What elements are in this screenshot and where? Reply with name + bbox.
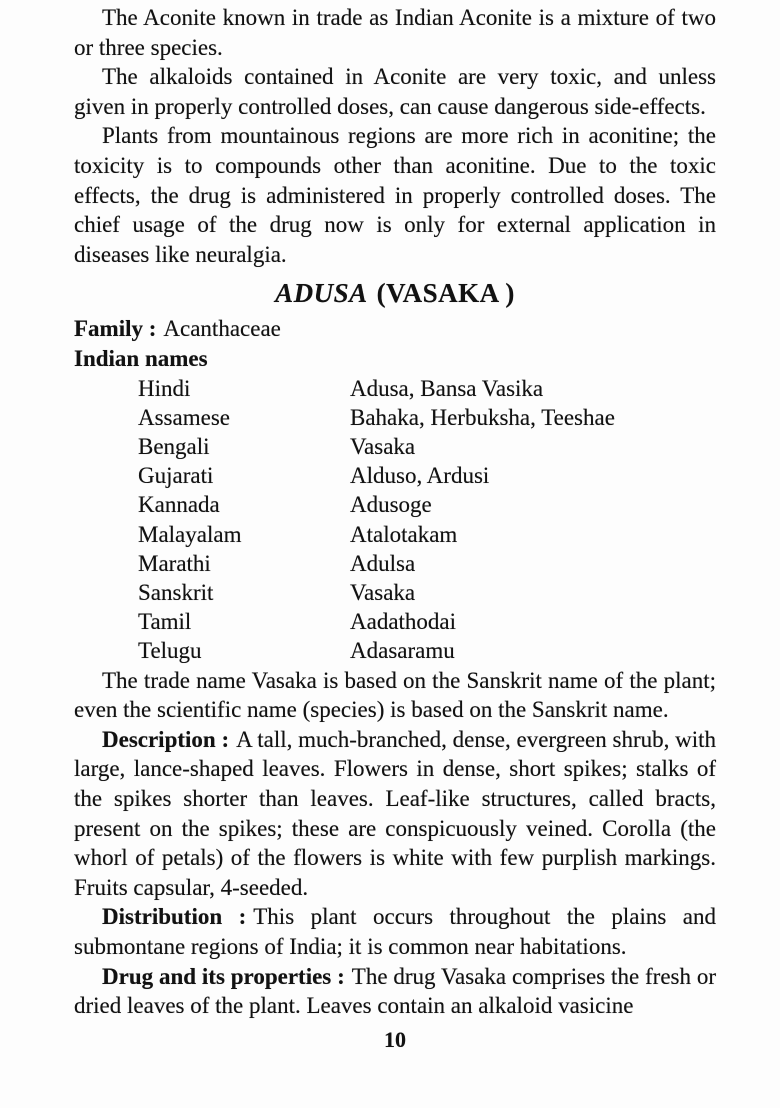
paragraph-aconite-usage: Plants from mountainous regions are more rich in aconitine; the toxicity is to compounds other than aconitine. Due to the toxic effects, the drug is administered in properly controlled doses. The chief usage of the drug now is only for external application in diseases like neuralgia. — [74, 123, 716, 267]
paragraph-distribution — [74, 902, 716, 961]
language-label: Gujarati — [138, 463, 214, 489]
name-row-marathi — [138, 549, 716, 578]
name-row-kannada — [138, 490, 716, 519]
indian-names-label: Indian names — [74, 345, 208, 371]
distribution-label: Distribution : — [102, 904, 247, 930]
vernacular-names: Alduso, Ardusi — [350, 463, 490, 489]
indian-names-list — [138, 374, 716, 666]
indian-names-heading — [74, 344, 716, 374]
heading-species-name: ADUSA — [275, 278, 368, 309]
family-label: Family : — [74, 316, 157, 342]
section-heading-adusa — [74, 276, 716, 310]
name-row-tamil — [138, 607, 716, 636]
language-label: Telugu — [138, 638, 202, 664]
vernacular-names: Vasaka — [350, 433, 416, 459]
paragraph-aconite-toxicity: The alkaloids contained in Aconite are very toxic, and unless given in properly controlled doses, can cause dangerous side-effects. — [74, 64, 716, 119]
vernacular-names: Adusoge — [350, 492, 432, 518]
language-label: Malayalam — [138, 521, 242, 547]
page-number: 10 — [384, 1026, 406, 1052]
vernacular-names: Adulsa — [350, 550, 416, 576]
family-value: Acanthaceae — [163, 316, 281, 342]
description-label: Description : — [102, 726, 230, 752]
family-line — [74, 314, 716, 344]
name-row-malayalam — [138, 520, 716, 549]
language-label: Kannada — [138, 492, 220, 518]
language-label: Bengali — [138, 433, 210, 459]
language-label: Sanskrit — [138, 579, 214, 605]
name-row-hindi — [138, 374, 716, 403]
vernacular-names: Bahaka, Herbuksha, Teeshae — [350, 404, 615, 430]
drug-properties-label: Drug and its properties : — [102, 963, 345, 989]
language-label: Hindi — [138, 375, 191, 401]
paragraph-trade-name: The trade name Vasaka is based on the Sanskrit name of the plant; even the scientific name (species) is based on the Sanskrit name. — [74, 667, 716, 723]
vernacular-names: Aadathodai — [350, 609, 457, 635]
drug-properties-text: The drug Vasaka comprises the fresh or dried leaves of the plant. Leaves contain an alkaloid vasicine — [74, 963, 716, 1019]
language-label: Marathi — [138, 550, 211, 576]
paragraph-description — [74, 725, 716, 903]
name-row-bengali — [138, 432, 716, 461]
vernacular-names: Vasaka — [350, 579, 416, 605]
name-row-telugu — [138, 636, 716, 665]
distribution-text: This plant occurs throughout the plains and submontane regions of India; it is common near habitations. — [74, 904, 717, 959]
paragraph-drug-properties — [74, 962, 716, 1021]
vernacular-names: Adusa, Bansa Vasika — [350, 375, 544, 401]
name-row-assamese — [138, 403, 716, 432]
heading-common-name: (VASAKA ) — [376, 278, 515, 309]
language-label: Tamil — [138, 609, 192, 635]
name-row-gujarati — [138, 461, 716, 490]
vernacular-names: Adasaramu — [350, 638, 455, 664]
paragraph-aconite-trade: The Aconite known in trade as Indian Aconite is a mixture of two or three species. — [74, 5, 716, 60]
language-label: Assamese — [138, 404, 230, 430]
name-row-sanskrit — [138, 578, 716, 607]
vernacular-names: Atalotakam — [350, 521, 458, 547]
description-text: A tall, much-branched, dense, evergreen shrub, with large, lance-shaped leaves. Flowers in dense, short spikes; stalks of the spikes shorter than leaves. Leaf-like structures, called bracts, present on the spikes; these are conspicuously veined. Corolla (the whorl of petals) of the flowers is white with few purplish markings. Fruits capsular, 4-seeded. — [74, 726, 716, 900]
